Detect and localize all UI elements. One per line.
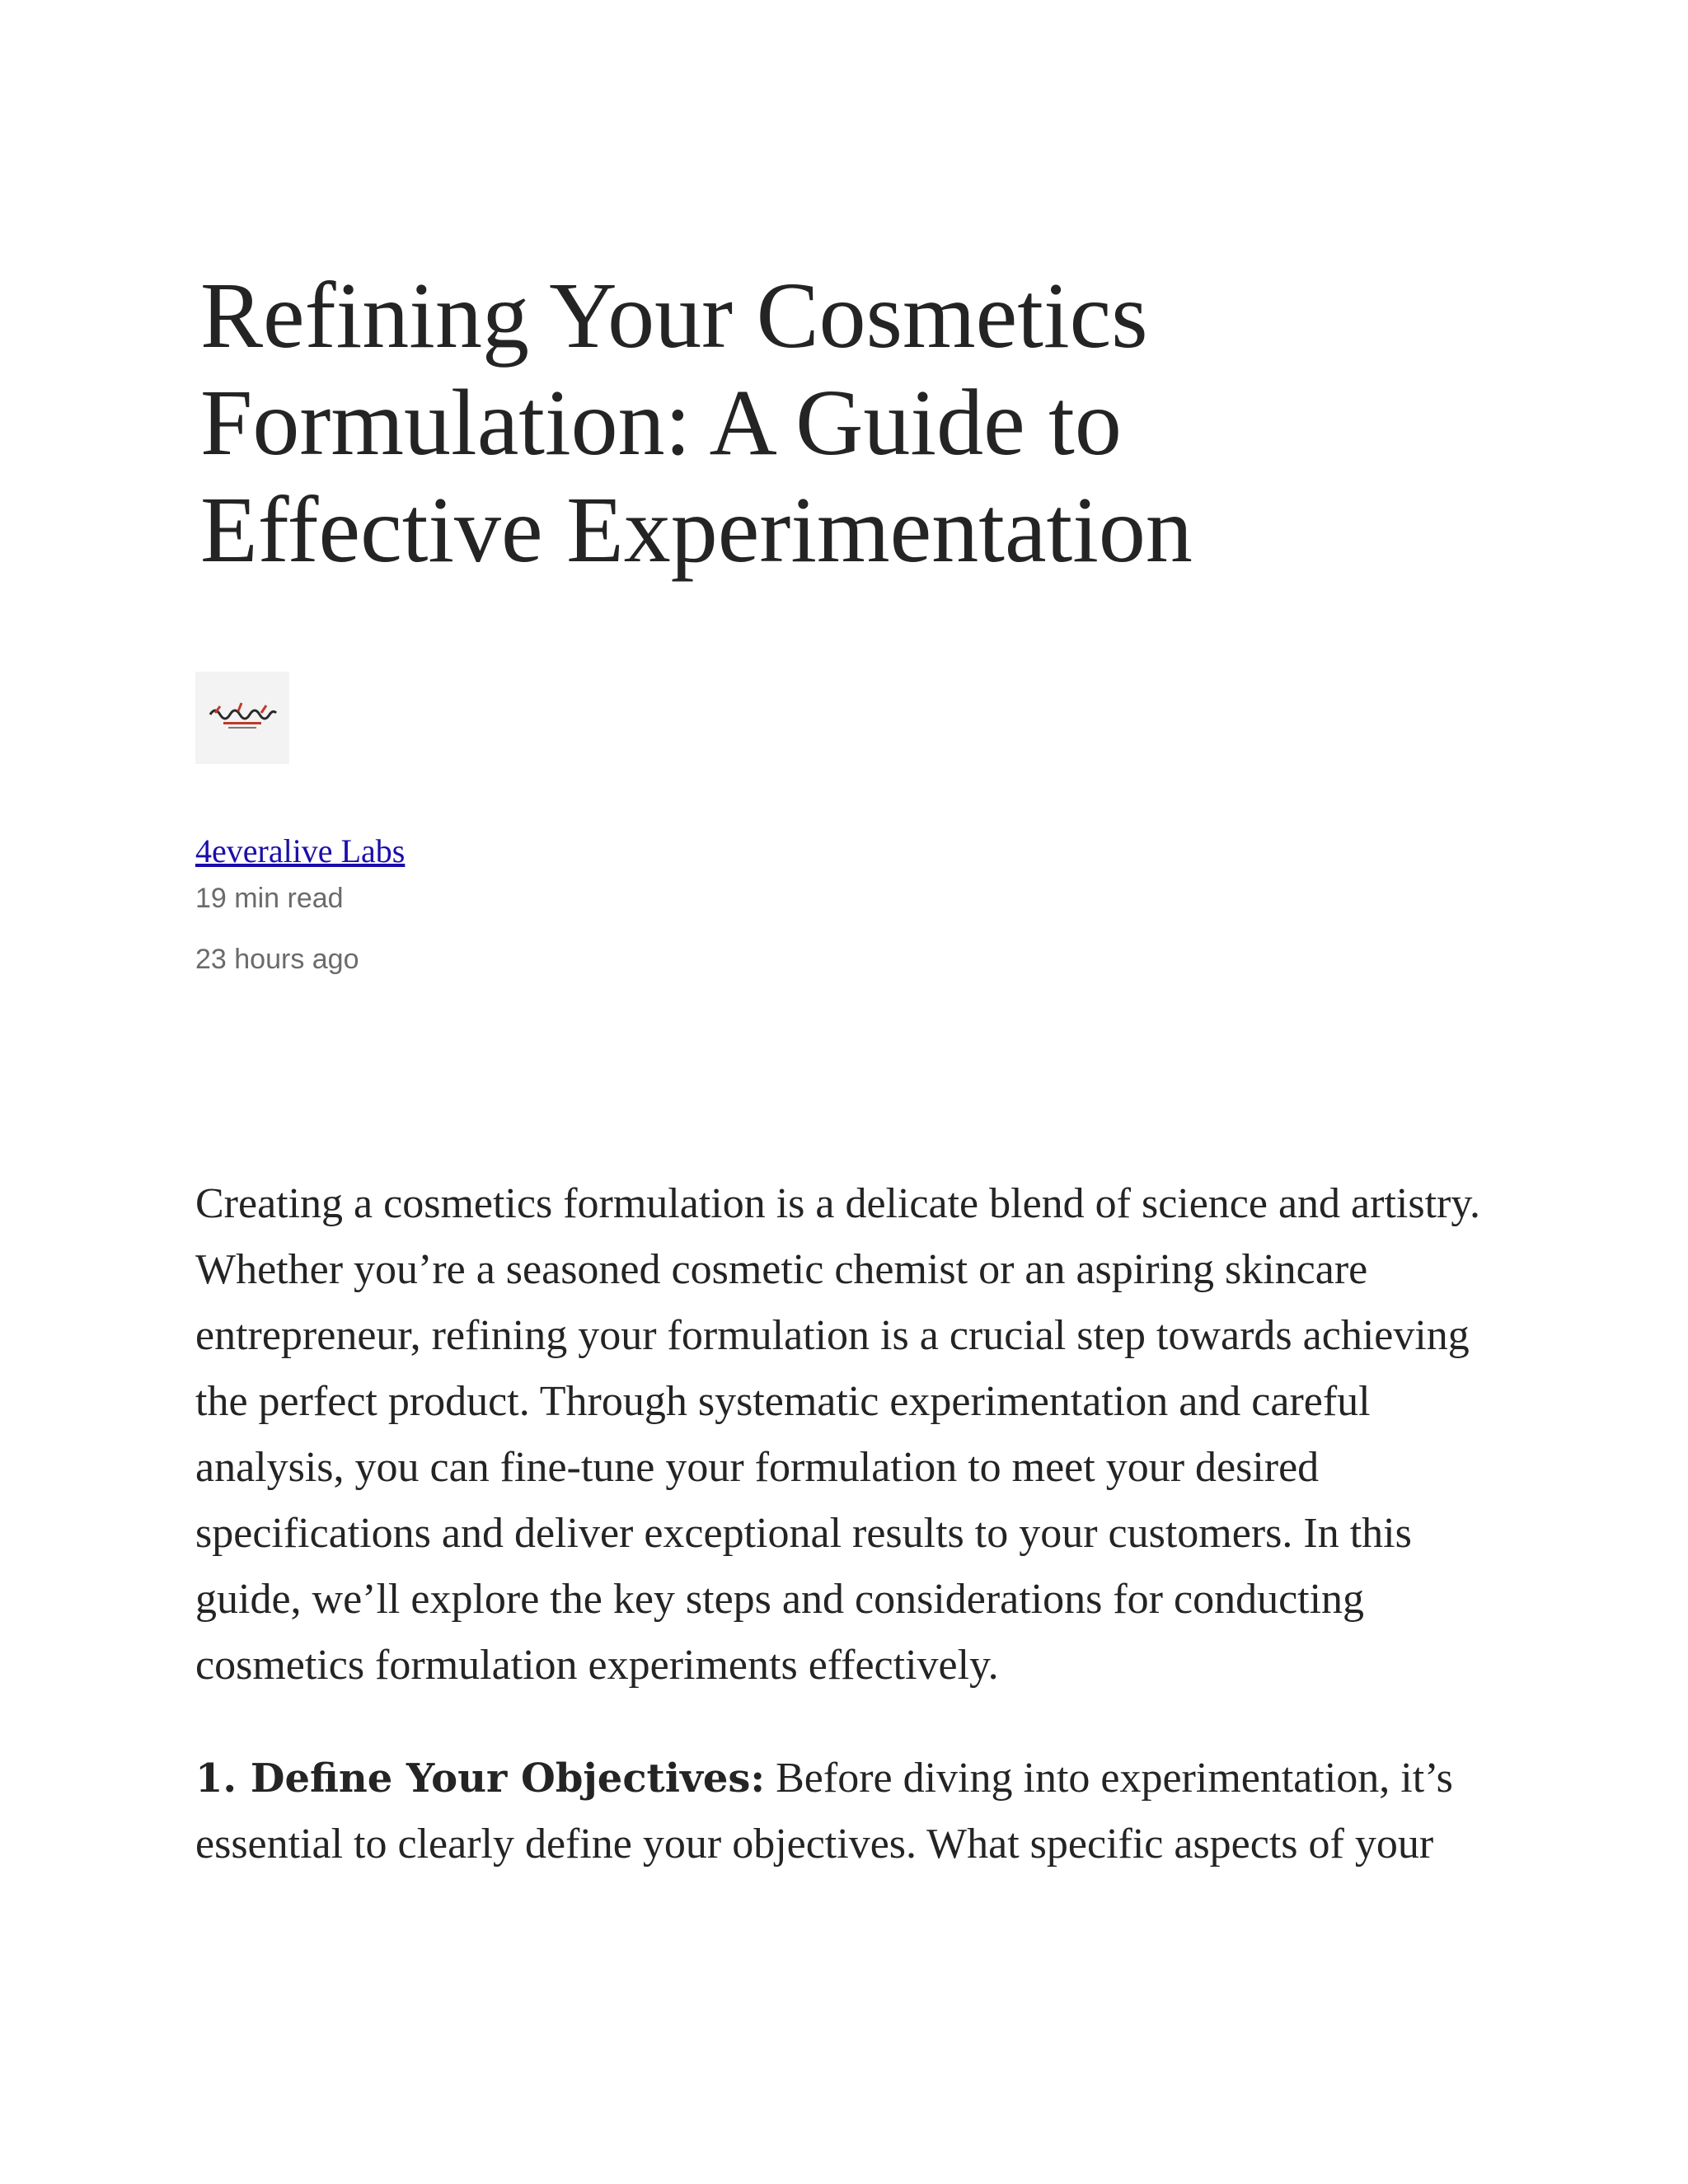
section-paragraph [195,1746,1506,1877]
read-time: 19 min read [195,883,344,914]
author-avatar[interactable] [195,672,289,764]
intro-paragraph: Creating a cosmetics formulation is a delicate blend of science and artistry. Whether you’re a seasoned cosmetic chemist or an aspiring skincare entrepreneur, refining your formulation is a crucial step towards achieving the perfect product. Through systematic experimentation and careful analysis, you can fine-tune your formulation to meet your desired specifications and deliver exceptional results to your customers. In this guide, we’ll explore the key steps and considerations for conducting cosmetics formulation experiments effectively. [195,1180,1480,1689]
author-link[interactable]: 4everalive Labs [195,832,406,869]
published-time: 23 hours ago [195,944,359,975]
section-heading: 1. Define Your Objectives: [195,1755,766,1802]
section-text: Before diving into experimentation, it’s essential to clearly define your objectives. What specific aspects of your [195,1755,1453,1868]
brand-logo-avatar-icon [195,672,289,764]
article-title: Refining Your Cosmetics Formulation: A Guide to Effective Experimentation [200,263,1193,582]
